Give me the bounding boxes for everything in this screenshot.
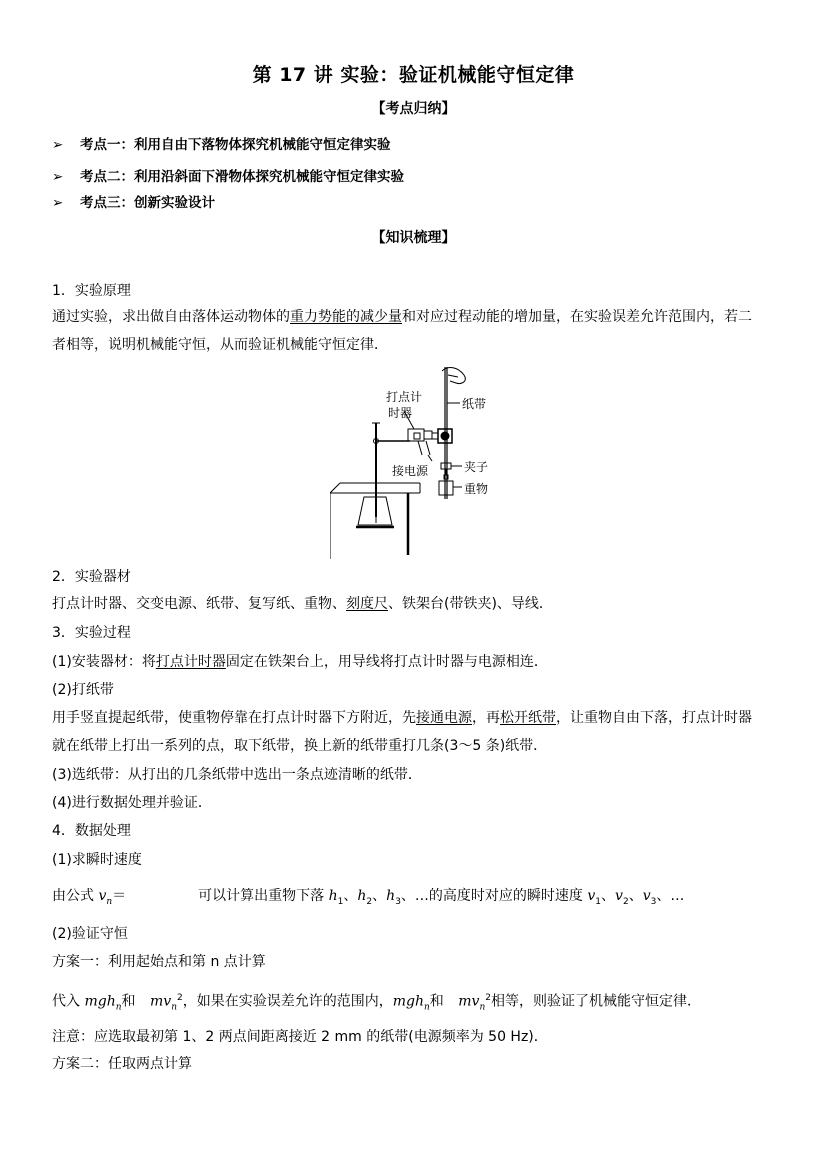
- s3-step-1: (1)安装器材：将打点计时器固定在铁架台上，用导线将打点计时器与电源相连．: [52, 654, 548, 670]
- label-timer-line1: 打点计: [386, 390, 423, 404]
- s4-formula-line: 由公式 $v_n=$ 可以计算出重物下落 $h_1$、$h_2$、$h_3$、…的高度时对应的瞬时速度 $v_1$、$v_2$、$v_3$、…: [52, 888, 685, 907]
- section-kaodian-heading: 【考点归纳】: [371, 101, 456, 117]
- kaodian-item-2: ➢ 考点二：利用沿斜面下滑物体探究机械能守恒定律实验: [52, 169, 404, 185]
- section-zhishi-heading: 【知识梳理】: [371, 230, 456, 246]
- label-clip: 夹子: [464, 460, 489, 474]
- s2-line-1: 打点计时器、交变电源、纸带、复写纸、重物、刻度尺、铁架台(带铁夹)、导线．: [52, 596, 553, 612]
- page-title: 第 17 讲 实验：验证机械能守恒定律: [252, 64, 575, 86]
- kaodian-item-3: ➢ 考点三：创新实验设计: [52, 195, 215, 211]
- s1-heading: 1．实验原理: [52, 283, 131, 299]
- s3-step-2-line-2: 就在纸带上打出一系列的点，取下纸带，换上新的纸带重打几条(3～5 条)纸带．: [52, 738, 548, 754]
- s4-daiu-line: 代入 mgh$_n$和 $mv_n^2$，如果在实验误差允许的范围内，mgh$_n$和 $mv_n^2$相等，则验证了机械能守恒定律．: [52, 993, 701, 1013]
- s3-step-4: (4)进行数据处理并验证．: [52, 795, 212, 811]
- label-weight: 重物: [464, 482, 489, 496]
- label-timer-line2: 时器: [388, 406, 413, 420]
- arrow-bullet-icon: ➢: [52, 195, 64, 211]
- s3-step-2-heading: (2)打纸带: [52, 682, 114, 698]
- label-power: 接电源: [392, 464, 429, 478]
- label-tape: 纸带: [462, 397, 487, 411]
- s3-heading: 3．实验过程: [52, 625, 131, 641]
- s4-step-2-heading: (2)验证守恒: [52, 926, 128, 942]
- s2-heading: 2．实验器材: [52, 569, 131, 585]
- s3-step-2-line-1: 用手竖直提起纸带，使重物停靠在打点计时器下方附近，先接通电源，再松开纸带，让重物自由下落，打点计时器: [52, 710, 752, 726]
- arrow-bullet-icon: ➢: [52, 169, 64, 185]
- s4-plan-1: 方案一：利用起始点和第 n 点计算: [52, 954, 266, 970]
- arrow-bullet-icon: ➢: [52, 137, 64, 153]
- apparatus-figure: [330, 363, 500, 559]
- s4-heading: 4．数据处理: [52, 823, 131, 839]
- s4-plan-2: 方案二：任取两点计算: [52, 1056, 192, 1072]
- s4-step-1-heading: (1)求瞬时速度: [52, 852, 142, 868]
- s1-line-2: 者相等，说明机械能守恒，从而验证机械能守恒定律．: [52, 337, 388, 353]
- kaodian-item-1: ➢ 考点一：利用自由下落物体探究机械能守恒定律实验: [52, 137, 391, 153]
- s4-note: 注意：应选取最初第 1、2 两点间距离接近 2 mm 的纸带(电源频率为 50 Hz)．: [52, 1029, 548, 1045]
- s1-line-1: 通过实验，求出做自由落体运动物体的重力势能的减少量和对应过程动能的增加量，在实验误差允许范围内，若二: [52, 309, 752, 325]
- s3-step-3: (3)选纸带：从打出的几条纸带中选出一条点迹清晰的纸带．: [52, 767, 422, 783]
